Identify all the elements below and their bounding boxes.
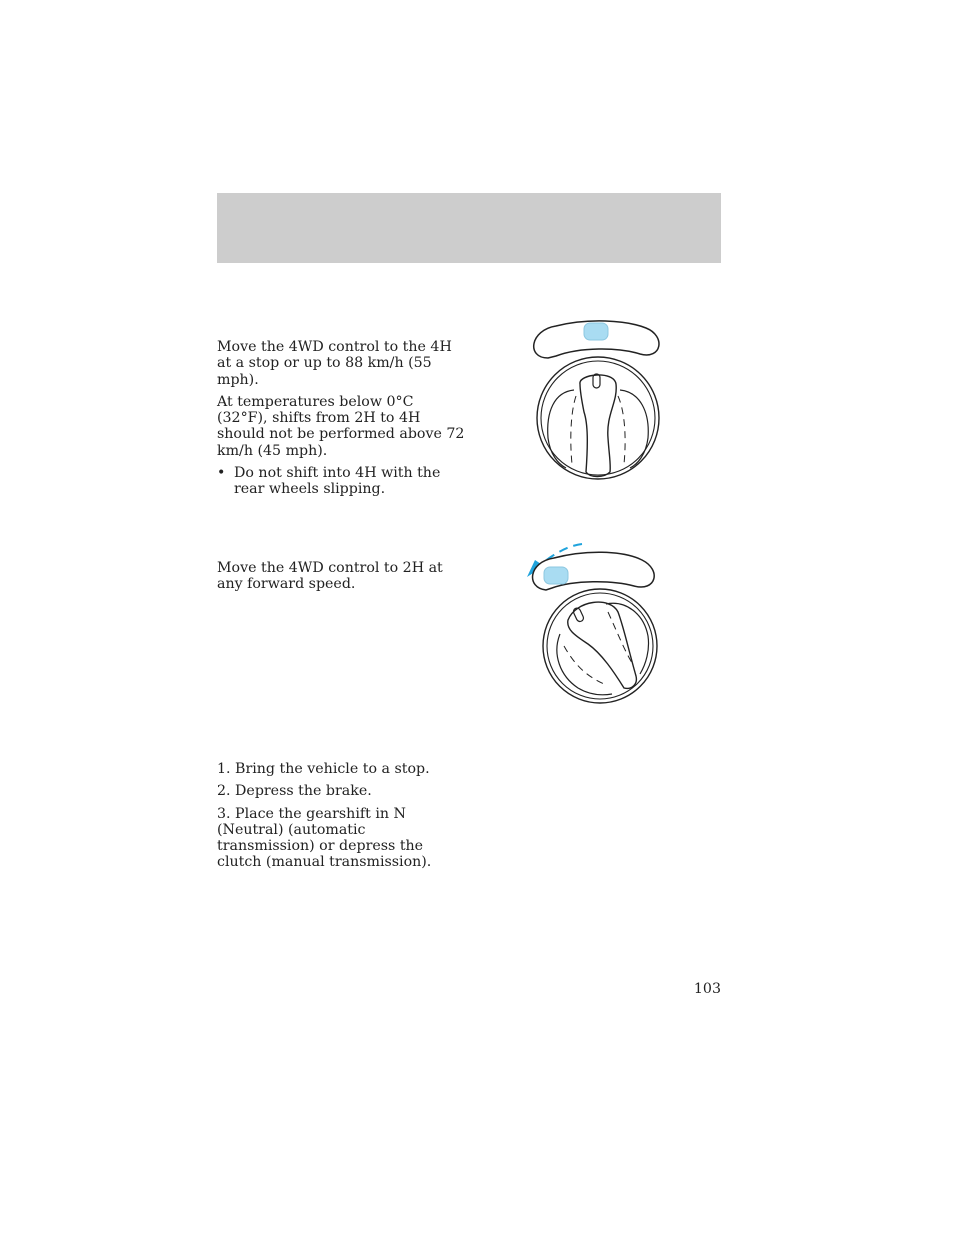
4wd-control-knob-4h-icon [526,314,670,484]
page-number: 103 [693,981,721,997]
section-4h-text [217,339,467,498]
bullet-item [217,465,467,498]
paragraph: At temperatures below 0°C (32°F), shifts from 2H to 4H should not be performed above 72 km/h (45 mph). [217,393,465,459]
section-steps-text [217,761,467,877]
step-item: 3. Place the gearshift in N (Neutral) (automatic transmission) or depress the clutch (manual transmission). [217,805,432,871]
step-item: 1. Bring the vehicle to a stop. [217,761,430,777]
paragraph: Move the 4WD control to the 4H at a stop or up to 88 km/h (55 mph). [217,339,452,388]
bullet-symbol: • [217,465,226,482]
paragraph: Move the 4WD control to 2H at any forward speed. [217,560,443,593]
section-header-bar [217,193,721,263]
bullet-text: Do not shift into 4H with the rear wheels slipping. [234,465,441,498]
step-item: 2. Depress the brake. [217,783,372,800]
section-2h-text [217,560,467,599]
4wd-control-knob-2h-icon [522,538,666,708]
